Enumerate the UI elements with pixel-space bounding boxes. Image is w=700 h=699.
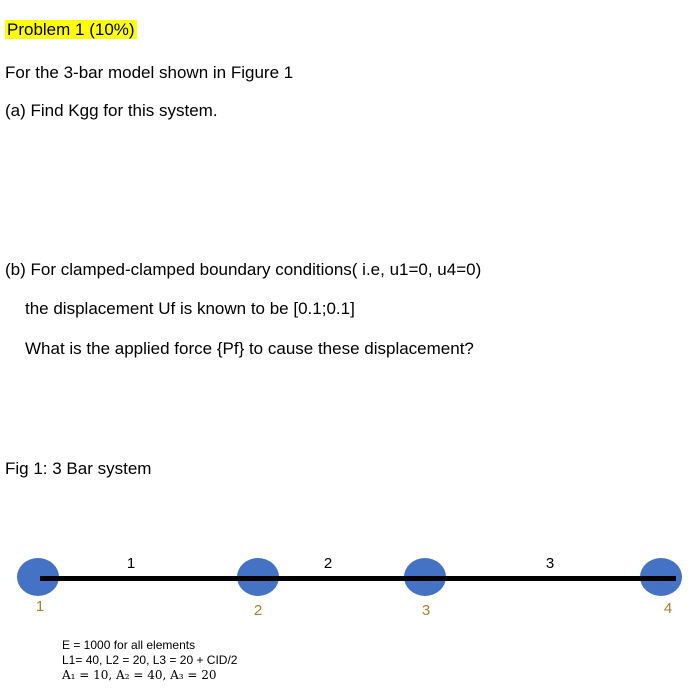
- element-label-2: 2: [323, 555, 333, 572]
- bar-line: [40, 576, 676, 581]
- params-line-2: L1= 40, L2 = 20, L3 = 20 + CID/2: [62, 653, 238, 667]
- node-label-4: 4: [663, 600, 673, 617]
- intro-text: For the 3-bar model shown in Figure 1: [5, 63, 294, 82]
- params-line-1: E = 1000 for all elements: [62, 638, 196, 652]
- element-label-1: 1: [126, 555, 136, 572]
- part-a-text: (a) Find Kgg for this system.: [5, 101, 218, 120]
- params-line-3: A₁ = 10, A₂ = 40, A₃ = 20: [62, 668, 217, 682]
- part-b-line3: What is the applied force {Pf} to cause these displacement?: [25, 339, 474, 358]
- problem-title: [5, 20, 137, 40]
- figure-caption: Fig 1: 3 Bar system: [5, 459, 152, 478]
- material-parameters: [62, 638, 237, 683]
- element-label-3: 3: [545, 555, 555, 572]
- node-label-2: 2: [253, 602, 263, 619]
- part-b-line1: (b) For clamped-clamped boundary conditions( i.e, u1=0, u4=0): [5, 260, 482, 279]
- problem-title-text: Problem 1 (10%): [7, 20, 135, 39]
- three-bar-figure: [0, 540, 700, 650]
- node-label-3: 3: [421, 602, 431, 619]
- part-b-line2: the displacement Uf is known to be [0.1;0.1]: [25, 299, 355, 318]
- node-label-1: 1: [35, 598, 45, 615]
